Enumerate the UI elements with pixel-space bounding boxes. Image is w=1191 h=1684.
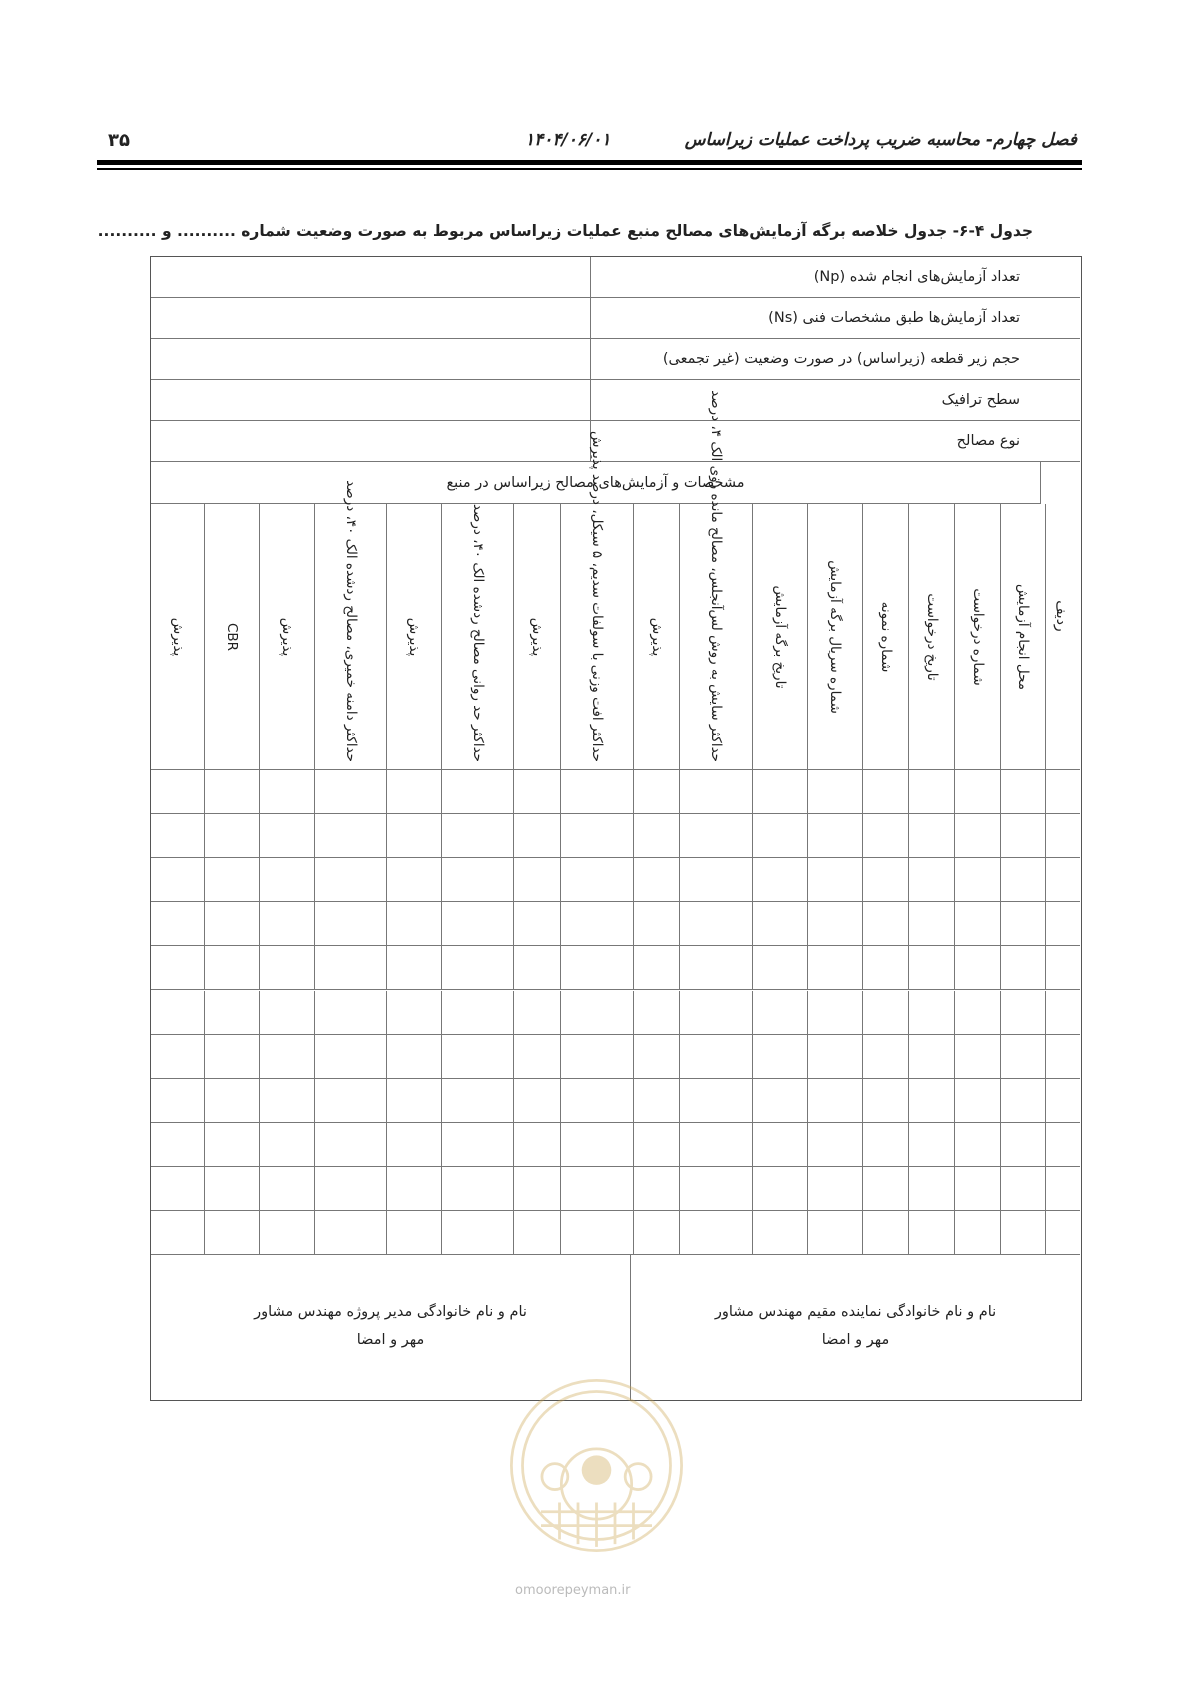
column-header-label: محل انجام آزمایش [1015, 583, 1031, 690]
table-cell[interactable] [909, 770, 955, 814]
table-cell[interactable] [205, 1035, 260, 1079]
column-header-label: تاریخ درخواست [923, 592, 940, 681]
table-cell[interactable] [260, 1079, 315, 1123]
summary-row-value[interactable] [151, 421, 591, 461]
table-cell[interactable] [753, 1123, 808, 1167]
table-cell[interactable] [260, 902, 315, 946]
column-header-label: شماره درخواست [969, 587, 986, 686]
table-cell[interactable] [387, 1035, 442, 1079]
table-cell[interactable] [151, 946, 205, 990]
column-header [909, 504, 955, 770]
column-header-label: پذیرش [406, 617, 422, 656]
table-cell[interactable] [680, 991, 753, 1035]
table-cell[interactable] [151, 902, 205, 946]
column-header-label: پذیرش [529, 617, 545, 656]
row-number-cell[interactable] [1041, 1211, 1080, 1255]
table-cell[interactable] [1001, 991, 1046, 1035]
column-header-label: CBR [224, 622, 240, 651]
table-cell[interactable] [753, 1167, 808, 1211]
column-header [260, 504, 315, 770]
table-cell[interactable] [909, 1211, 955, 1255]
table-cell[interactable] [955, 1035, 1001, 1079]
table-cell[interactable] [442, 1167, 514, 1211]
table-cell[interactable] [151, 1211, 205, 1255]
table-cell[interactable] [205, 991, 260, 1035]
column-header [753, 504, 808, 770]
summary-row [151, 257, 1080, 298]
summary-table [150, 256, 1082, 1401]
column-header [514, 504, 561, 770]
table-cell[interactable] [387, 770, 442, 814]
row-number-cell[interactable] [1041, 991, 1080, 1035]
table-cell[interactable] [863, 1167, 909, 1211]
table-cell[interactable] [909, 858, 955, 902]
table-cell[interactable] [909, 1167, 955, 1211]
table-cell[interactable] [315, 1035, 387, 1079]
table-cell[interactable] [863, 1035, 909, 1079]
column-header-label: حداکثر افت وزنی با سولفات سدیم، ۵ سیکل، درصد پذیرش [589, 430, 605, 762]
table-cell[interactable] [151, 770, 205, 814]
table-cell[interactable] [561, 1167, 634, 1211]
table-cell[interactable] [205, 1167, 260, 1211]
table-cell[interactable] [561, 1035, 634, 1079]
table-cell[interactable] [151, 1123, 205, 1167]
table-cell[interactable] [442, 770, 514, 814]
table-cell[interactable] [680, 946, 753, 990]
table-cell[interactable] [909, 902, 955, 946]
table-cell[interactable] [514, 1123, 561, 1167]
table-cell[interactable] [634, 1035, 680, 1079]
table-cell[interactable] [260, 946, 315, 990]
table-cell[interactable] [634, 858, 680, 902]
table-cell[interactable] [863, 1123, 909, 1167]
table-cell[interactable] [561, 770, 634, 814]
table-cell[interactable] [863, 770, 909, 814]
table-cell[interactable] [1001, 1211, 1046, 1255]
row-number-cell[interactable] [1041, 946, 1080, 990]
table-cell[interactable] [680, 814, 753, 858]
table-cell[interactable] [753, 1211, 808, 1255]
column-header [680, 389, 753, 770]
table-cell[interactable] [808, 991, 863, 1035]
table-cell[interactable] [863, 1211, 909, 1255]
table-cell[interactable] [863, 946, 909, 990]
summary-row-label: تعداد آزمایش‌های انجام شده (Np) [813, 269, 1020, 285]
table-cell[interactable] [315, 946, 387, 990]
table-cell[interactable] [151, 1167, 205, 1211]
column-header-label: پذیرش [279, 617, 295, 656]
table-cell[interactable] [387, 1079, 442, 1123]
row-number-cell[interactable] [1041, 770, 1080, 814]
column-header-label: تاریخ برگه آزمایش [772, 585, 788, 688]
column-header [387, 504, 442, 770]
table-cell[interactable] [634, 1123, 680, 1167]
table-cell[interactable] [909, 1123, 955, 1167]
table-cell[interactable] [634, 1079, 680, 1123]
table-cell[interactable] [514, 1211, 561, 1255]
table-cell[interactable] [680, 1211, 753, 1255]
table-cell[interactable] [315, 814, 387, 858]
table-cell[interactable] [863, 1079, 909, 1123]
table-cell[interactable] [909, 1079, 955, 1123]
table-cell[interactable] [808, 1035, 863, 1079]
signature-project-manager-subtitle: مهر و امضا [356, 1332, 425, 1348]
table-cell[interactable] [909, 991, 955, 1035]
table-cell[interactable] [442, 991, 514, 1035]
signature-resident-representative [631, 1255, 1080, 1400]
column-header [151, 504, 205, 770]
table-cell[interactable] [1001, 946, 1046, 990]
table-cell[interactable] [561, 991, 634, 1035]
table-cell[interactable] [909, 1035, 955, 1079]
table-cell[interactable] [909, 814, 955, 858]
watermark-logo [504, 1373, 689, 1558]
summary-row-value[interactable] [151, 339, 591, 379]
summary-row [151, 298, 1080, 339]
signature-resident-representative-title: نام و نام خانوادگی نماینده مقیم مهندس مشاور [714, 1304, 997, 1320]
table-cell[interactable] [260, 814, 315, 858]
table-cell[interactable] [387, 991, 442, 1035]
table-cell[interactable] [863, 902, 909, 946]
table-cell[interactable] [753, 946, 808, 990]
table-cell[interactable] [514, 902, 561, 946]
table-cell[interactable] [680, 1079, 753, 1123]
column-header [863, 504, 909, 770]
table-cell[interactable] [808, 1123, 863, 1167]
column-header [561, 430, 634, 770]
table-cell[interactable] [753, 814, 808, 858]
table-cell[interactable] [387, 902, 442, 946]
table-cell[interactable] [260, 770, 315, 814]
column-header-label: شماره نمونه [877, 601, 894, 672]
table-cell[interactable] [260, 1035, 315, 1079]
table-cell[interactable] [561, 1079, 634, 1123]
table-cell[interactable] [315, 858, 387, 902]
table-cell[interactable] [1001, 814, 1046, 858]
chapter-title: فصل چهارم- محاسبه ضریب پرداخت عملیات زیراساس [684, 130, 1077, 150]
table-cell[interactable] [634, 991, 680, 1035]
table-cell[interactable] [955, 1211, 1001, 1255]
table-cell[interactable] [808, 946, 863, 990]
table-cell[interactable] [442, 814, 514, 858]
table-cell[interactable] [680, 770, 753, 814]
table-cell[interactable] [514, 858, 561, 902]
table-cell[interactable] [561, 814, 634, 858]
table-cell[interactable] [151, 1079, 205, 1123]
summary-row-label: حجم زیر قطعه (زیراساس) در صورت وضعیت (غیر تجمعی) [662, 351, 1020, 367]
table-cell[interactable] [1001, 1079, 1046, 1123]
table-cell[interactable] [634, 946, 680, 990]
table-cell[interactable] [955, 991, 1001, 1035]
row-number-cell[interactable] [1041, 1079, 1080, 1123]
table-cell[interactable] [808, 770, 863, 814]
table-cell[interactable] [753, 991, 808, 1035]
signature-resident-representative-subtitle: مهر و امضا [821, 1332, 890, 1348]
table-cell[interactable] [753, 1079, 808, 1123]
table-cell[interactable] [514, 770, 561, 814]
table-cell[interactable] [1001, 1123, 1046, 1167]
table-cell[interactable] [680, 858, 753, 902]
row-number-cell[interactable] [1041, 1123, 1080, 1167]
header-rule-thick [97, 160, 1082, 165]
table-cell[interactable] [387, 1123, 442, 1167]
table-cell[interactable] [260, 991, 315, 1035]
watermark-site: omoorepeyman.ir [515, 1583, 631, 1598]
table-cell[interactable] [634, 1211, 680, 1255]
table-cell[interactable] [387, 1211, 442, 1255]
column-header [1001, 504, 1046, 770]
table-cell[interactable] [151, 858, 205, 902]
table-cell[interactable] [955, 902, 1001, 946]
table-cell[interactable] [205, 770, 260, 814]
row-number-header [1041, 462, 1080, 770]
table-cell[interactable] [205, 946, 260, 990]
table-cell[interactable] [260, 1167, 315, 1211]
table-cell[interactable] [514, 991, 561, 1035]
summary-row-label: نوع مصالح [956, 433, 1020, 449]
table-cell[interactable] [205, 1123, 260, 1167]
table-cell[interactable] [808, 1079, 863, 1123]
table-cell[interactable] [955, 770, 1001, 814]
summary-row-value[interactable] [151, 298, 591, 338]
table-cell[interactable] [315, 1079, 387, 1123]
table-cell[interactable] [205, 902, 260, 946]
column-header-label: حداکثر دامنه خمیری، مصالح ردشده الک ۴۰، درصد [342, 479, 359, 762]
table-cell[interactable] [863, 858, 909, 902]
table-cell[interactable] [955, 814, 1001, 858]
table-cell[interactable] [808, 1167, 863, 1211]
table-cell[interactable] [1001, 902, 1046, 946]
table-cell[interactable] [680, 1035, 753, 1079]
table-cell[interactable] [387, 858, 442, 902]
table-cell[interactable] [955, 1167, 1001, 1211]
column-header [808, 504, 863, 770]
table-cell[interactable] [315, 991, 387, 1035]
table-cell[interactable] [442, 946, 514, 990]
table-cell[interactable] [315, 902, 387, 946]
table-cell[interactable] [205, 1079, 260, 1123]
table-cell[interactable] [442, 1035, 514, 1079]
table-cell[interactable] [561, 858, 634, 902]
table-cell[interactable] [1001, 1167, 1046, 1211]
table-cell[interactable] [387, 814, 442, 858]
table-cell[interactable] [205, 1211, 260, 1255]
table-cell[interactable] [260, 858, 315, 902]
table-cell[interactable] [561, 1211, 634, 1255]
table-cell[interactable] [205, 858, 260, 902]
table-cell[interactable] [753, 858, 808, 902]
table-cell[interactable] [514, 946, 561, 990]
column-header [634, 504, 680, 770]
column-header [955, 504, 1001, 770]
table-cell[interactable] [442, 858, 514, 902]
column-header [205, 504, 260, 770]
table-cell[interactable] [955, 946, 1001, 990]
table-caption: جدول ۴-۶- جدول خلاصه برگه آزمایش‌های مصالح منبع عملیات زیراساس مربوط به صورت وضعیت شماره .......... و .......... [97, 222, 1033, 240]
table-cell[interactable] [561, 1123, 634, 1167]
table-cell[interactable] [514, 814, 561, 858]
table-cell[interactable] [151, 814, 205, 858]
group-header: مشخصات و آزمایش‌های مصالح زیراساس در منبع [151, 462, 1041, 504]
table-cell[interactable] [514, 1079, 561, 1123]
table-cell[interactable] [442, 902, 514, 946]
table-cell[interactable] [1001, 770, 1046, 814]
table-cell[interactable] [260, 1211, 315, 1255]
table-cell[interactable] [151, 991, 205, 1035]
summary-row-label: تعداد آزمایش‌ها طبق مشخصات فنی (Ns) [768, 310, 1020, 326]
table-cell[interactable] [315, 1123, 387, 1167]
table-cell[interactable] [561, 946, 634, 990]
table-cell[interactable] [205, 814, 260, 858]
table-cell[interactable] [808, 814, 863, 858]
header-date: ۱۴۰۴/۰۶/۰۱ [525, 130, 611, 150]
column-header [442, 504, 514, 770]
row-number-cell[interactable] [1041, 1035, 1080, 1079]
column-header-label: حداکثر سایش به روش لس‌آنجلس، مصالح مانده روی الک ۴، درصد [708, 389, 724, 762]
row-number-header-label: ردیف [1052, 599, 1069, 632]
table-cell[interactable] [514, 1167, 561, 1211]
row-number-cell[interactable] [1041, 902, 1080, 946]
column-header-label: حداکثر حد روانی مصالح ردشده الک ۴۰، درصد [469, 503, 486, 762]
column-header-label: شماره سریال برگه آزمایش [827, 559, 843, 714]
table-cell[interactable] [514, 1035, 561, 1079]
table-cell[interactable] [808, 1211, 863, 1255]
summary-row-value[interactable] [151, 257, 591, 297]
table-cell[interactable] [634, 814, 680, 858]
table-cell[interactable] [442, 1211, 514, 1255]
signature-project-manager-title: نام و نام خانوادگی مدیر پروژه مهندس مشاور [254, 1304, 527, 1320]
column-header-label: پذیرش [648, 617, 665, 656]
table-cell[interactable] [680, 1167, 753, 1211]
table-cell[interactable] [680, 1123, 753, 1167]
row-number-cell[interactable] [1041, 1167, 1080, 1211]
table-cell[interactable] [260, 1123, 315, 1167]
table-cell[interactable] [955, 858, 1001, 902]
table-cell[interactable] [151, 1035, 205, 1079]
summary-row [151, 421, 1080, 462]
table-cell[interactable] [387, 1167, 442, 1211]
table-cell[interactable] [863, 991, 909, 1035]
page-number: ۳۵ [108, 130, 130, 151]
table-cell[interactable] [315, 1211, 387, 1255]
table-cell[interactable] [442, 1079, 514, 1123]
table-cell[interactable] [634, 1167, 680, 1211]
column-header-label: پذیرش [169, 617, 186, 656]
table-cell[interactable] [753, 1035, 808, 1079]
row-number-cell[interactable] [1041, 858, 1080, 902]
table-cell[interactable] [753, 770, 808, 814]
table-cell[interactable] [680, 902, 753, 946]
table-cell[interactable] [1001, 1035, 1046, 1079]
table-cell[interactable] [808, 902, 863, 946]
column-header [315, 479, 387, 770]
table-cell[interactable] [561, 902, 634, 946]
table-cell[interactable] [634, 902, 680, 946]
table-cell[interactable] [1001, 858, 1046, 902]
table-cell[interactable] [442, 1123, 514, 1167]
table-cell[interactable] [863, 814, 909, 858]
header-rule-thin [97, 168, 1082, 170]
table-cell[interactable] [808, 858, 863, 902]
summary-row [151, 380, 1080, 421]
table-cell[interactable] [387, 946, 442, 990]
table-cell[interactable] [955, 1079, 1001, 1123]
table-cell[interactable] [955, 1123, 1001, 1167]
table-cell[interactable] [753, 902, 808, 946]
table-cell[interactable] [315, 1167, 387, 1211]
summary-row-label: سطح ترافیک [941, 392, 1020, 408]
table-cell[interactable] [315, 770, 387, 814]
table-cell[interactable] [909, 946, 955, 990]
row-number-cell[interactable] [1041, 814, 1080, 858]
summary-row [151, 339, 1080, 380]
summary-row-value[interactable] [151, 380, 591, 420]
table-cell[interactable] [634, 770, 680, 814]
